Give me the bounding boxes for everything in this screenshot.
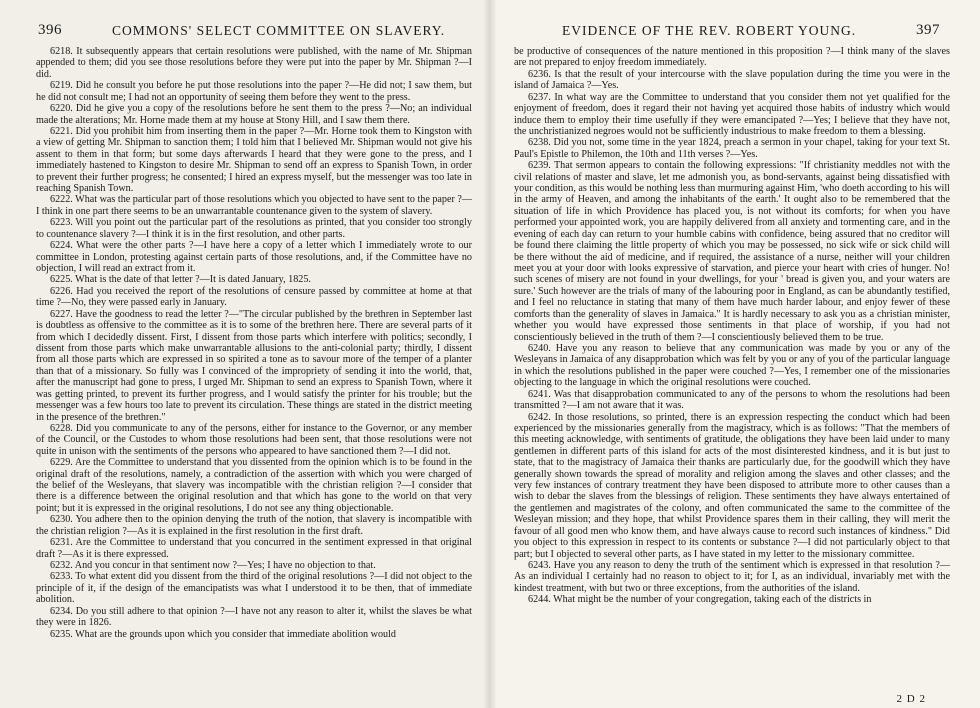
right-page-header [490, 22, 980, 42]
left-page-number: 396 [38, 22, 62, 38]
paragraph: 6233. To what extent did you dissent from the third of the original resolutions ?—I did not object to the principle of it, if the design of the emancipatists was what I understood it to be then, that of immediate abolition. [36, 571, 472, 606]
paragraph: 6236. Is that the result of your intercourse with the slave population during the time you were in the island of Jamaica ?—Yes. [514, 68, 950, 92]
paragraph: 6230. You adhere then to the opinion denying the truth of the notion, that slavery is incompatible with the christian religion ?—As it is explained in the first resolution in the first draft. [36, 514, 472, 537]
paragraph: 6220. Did he give you a copy of the resolutions before he sent them to the press ?—No; an individual made the alterations; Mr. Horne made them at my house at Stony Hill, and I saw them there. [36, 103, 472, 126]
paragraph: 6223. Will you point out the particular part of the resolutions as printed, that you consider too strongly to countenance slavery ?—I think it is in the first resolution, and other parts. [36, 217, 472, 240]
paragraph: 6228. Did you communicate to any of the persons, either for instance to the Governor, or any member of the Council, or the Custodes to whom those resolutions had been sent, that those resolutions were not quite in unison with the sentiments of the persons who appeared to have sanctioned them ?—I did not. [36, 422, 472, 457]
paragraph: 6229. Are the Committee to understand that you dissented from the opinion which is to be found in the original draft of the resolutions, namely, a contradiction of the assertion with which you were charged of the belief of the Wesleyans, that slavery was incompatible with the christian religion ?—I consider that there is a difference between the original resolution and that which has gone to the world on that very point; but it is expressed in the original resolutions, I do not see any thing objectionable. [36, 457, 472, 514]
left-text-column [36, 46, 472, 640]
paragraph: 6221. Did you prohibit him from inserting them in the paper ?—Mr. Horne took them to Kingston with a view of getting Mr. Shipman to sanction them; I told him that I believed Mr. Shipman would not give his assent to them in that form; but some days afterwards I heard that they were gone to the press, and I immediately hastened to Kingston to desire Mr. Shipman to send off an express to Spanish Town, in order to prevent their further progress; he consented; I hired an express myself, but the messenger was too late in reaching Spanish Town. [36, 125, 472, 195]
left-running-title: COMMONS' SELECT COMMITTEE ON SLAVERY. [112, 23, 446, 38]
paragraph: 6242. In those resolutions, so printed, there is an expression respecting the conduct which had been experienced by the missionaries generally from the magistracy, which is as follows: "That the members of this meeting acknowledge, with sentiments of gratitude, the obligations they have been laid under to many gentlemen in different parts of this island for acts of the most disinterested kindness, and it is but just to state, that to the magistracy of Jamaica their thanks are particularly due, for the goodwill which they have generally shown towards the spread of morality and religion among the slaves and other classes; and the very few instances of contrary treatment they have been disposed to attribute more to other causes than a wish to debar the slaves from the blessings of religion. These sentiments they have always entertained of the gentlemen and magistrates of the colony, and often communicated the same to the committee of the Wesleyan mission; and they hope, that whilst Providence spares them in their calling, they will merit the favour of all good men who know them, and have always cause to record such instances of kindness." Did you object to this expression in respect to its contents or substance ?—I did not particularly object to that part; but I objected to several other parts, as I have stated in my letter to the missionary committee. [514, 411, 950, 560]
right-page-number: 397 [916, 22, 940, 38]
paragraph: 6244. What might be the number of your congregation, taking each of the districts in [528, 594, 872, 606]
paragraph: 6234. Do you still adhere to that opinion ?—I have not any reason to alter it, whilst the slaves be what they were in 1826. [36, 605, 472, 629]
paragraph: 6237. In what way are the Committee to understand that you consider them not yet qualified for the enjoyment of freedom, does it regard their not having yet acquired those habits of industry which would induce them to employ their time usefully if they were emancipated ?—Yes; I believe that they have not, the unchristianized negroes would not be sufficiently industrious to make freedom to them a blessing. [514, 91, 950, 137]
paragraph: 6225. What is the date of that letter ?—It is dated January, 1825. [50, 274, 311, 286]
paragraph: 6227. Have the goodness to read the letter ?—"The circular published by the brethren in September last is doubtless as offensive to the committee as it is to some of the brethren here. There are several parts of it from which I decidedly dissent. First, I dissent from those parts which interfere with politics; secondly, I dissent from those parts which make unwarrantable allusions to the anti-colonial party; thirdly, I dissent from all those parts which are expressed in so spirited a tone as to savour more of the temper of a planter than that of a missionary. So fully was I convinced of the impropriety of sending it into the world, that, after the manuscript had gone to press, I urged Mr. Shipman to send an express to Spanish Town, where it was getting printed, to prevent its further progress, and I would satisfy the printer for his trouble; but the messenger was a few hours too late to prevent its circulation. These things are stated in the district meeting in the presence of the brethren." [36, 308, 472, 423]
paragraph: be productive of consequences of the nature mentioned in this proposition ?—I think many of the slaves are not prepared to enjoy freedom immediately. [514, 46, 950, 69]
paragraph: 6235. What are the grounds upon which you consider that immediate abolition would [50, 628, 396, 640]
paragraph: 6243. Have you any reason to deny the truth of the sentiment which is expressed in that resolution ?—As an individual I certainly had no reason to object to it; for I, as an individual, invariably met with the kindest treatment, with but two or three exceptions, from the authorities of the island. [514, 559, 950, 594]
left-page-header [0, 22, 490, 42]
paragraph: 6226. Had you received the report of the resolutions of censure passed by committee at home at that time ?—No, they were passed early in January. [36, 285, 472, 309]
paragraph: 6239. That sermon appears to contain the following expressions: "If christianity meddles not with the civil relations of master and slave, let me admonish you, as bond-servants, against being dissatisfied with your condition, as this would be nothing less than murmuring against Him, 'who doeth according to his will in the army of Heaven, and among the inhabitants of the earth.' It ought also to be remembered that the situation of life in which Providence has placed you, is not without its comforts; for when you have performed your appointed work, you are happily delivered from all anxiety and tormenting care, and in the evening of each day can return to your humble cabins with confidence, being assured that no creditor will be found there claiming the little property of which you may be possessed, no sick wife or sick child will be there without the aid of medicine, and if required, the assistance of a nurse, neither will your children meet you at your door with looks expressive of starvation, and pierce your heart with cries of hunger. No! such scenes of misery are not found in your dwellings, for your ' bread is given you, and your waters are sure.' Such however are the trials of many of the labouring poor in England, as can be abundantly testified, and I feel no reluctance in stating that many of them have much harder labour, and enjoy fewer of these comforts than the generality of slaves in Jamaica." It is hardly necessary to ask you as a christian minister, whether you would have expressed those sentiments in that place of worship, if you had not conscientiously believed in the truth of them ?—I conscientiously believed them to be true. [514, 160, 950, 343]
paragraph: 6224. What were the other parts ?—I have here a copy of a letter which I immediately wrote to our committee in London, protesting against certain parts of those resolutions, and, if the Committee have no objection, I will read an extract from it. [36, 240, 472, 275]
right-text-column [514, 46, 950, 606]
paragraph: 6222. What was the particular part of those resolutions which you objected to have sent to the paper ?—I think in one part there seems to be an unwarrantable countenance given to the system of slavery. [36, 194, 472, 217]
paragraph: 6231. Are the Committee to understand that you concurred in the sentiment expressed in that original draft ?—As it is there expressed. [36, 537, 472, 560]
paragraph: 6232. And you concur in that sentiment now ?—Yes; I have no objection to that. [50, 559, 376, 571]
paragraph: 6218. It subsequently appears that certain resolutions were published, with the name of Mr. Shipman appended to them; did you see those resolutions before they were put into the paper by Mr. Shipman ?—I did. [36, 46, 472, 80]
signature-mark: 2 D 2 [896, 693, 926, 705]
book-gutter [483, 0, 497, 708]
right-page [490, 0, 980, 708]
paragraph: 6241. Was that disapprobation communicated to any of the persons to whom the resolutions had been transmitted ?—I am not aware that it was. [514, 388, 950, 412]
paragraph: 6238. Did you not, some time in the year 1824, preach a sermon in your chapel, taking for your text St. Paul's Epistle to Philemon, the 10th and 11th verses ?—Yes. [514, 137, 950, 160]
right-running-title: EVIDENCE OF THE REV. ROBERT YOUNG. [562, 23, 857, 38]
paragraph: 6219. Did he consult you before he put those resolutions into the paper ?—He did not; I saw them, but he did not consult me; I had not an opportunity of seeing them before they went to the press. [36, 80, 472, 103]
paragraph: 6240. Have you any reason to believe that any communication was made by you or any of the Wesleyans in Jamaica of any disapprobation which was felt by you or any of you of the particular language in which the resolutions published in the paper were couched ?—Yes, I remember one of the missionaries objecting to the language in which the original resolutions were couched. [514, 342, 950, 389]
